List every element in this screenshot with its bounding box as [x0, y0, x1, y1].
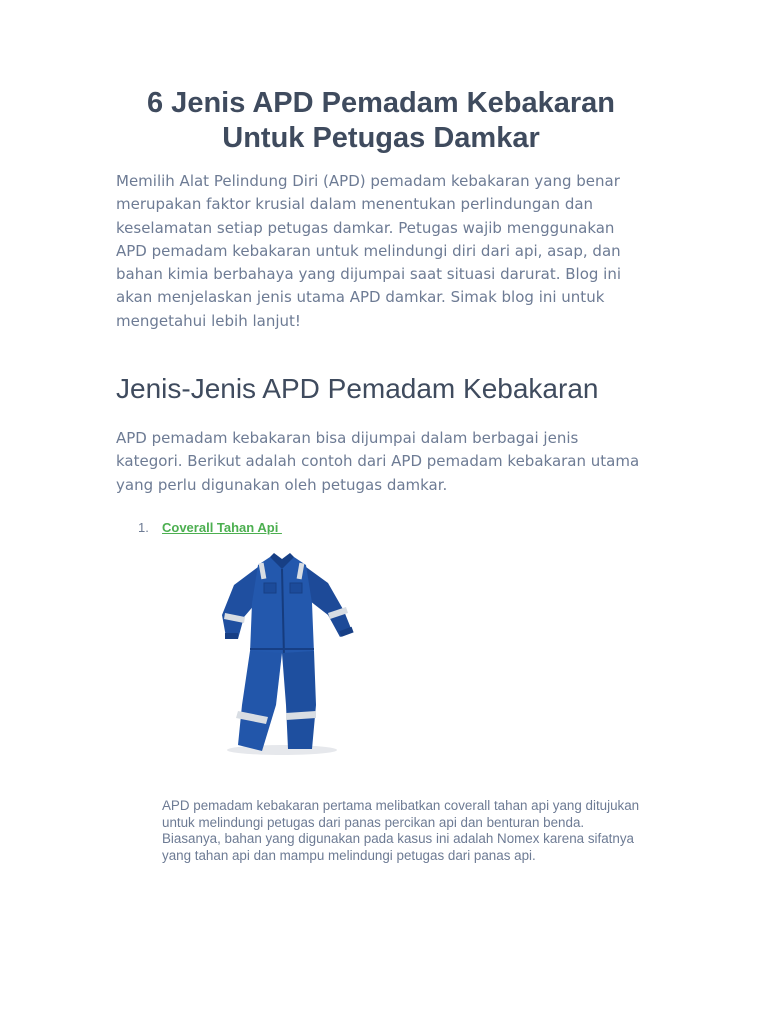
coverall-illustration	[200, 545, 365, 760]
page-title: 6 Jenis APD Pemadam Kebakaran Untuk Petugas Damkar	[147, 87, 615, 154]
section-heading: Jenis-Jenis APD Pemadam Kebakaran	[116, 373, 599, 405]
numbered-list	[116, 519, 646, 539]
coverall-caption: APD pemadam kebakaran pertama melibatkan coverall tahan api yang ditujukan untuk melindungi petugas dari panas percikan api dan benturan benda. Biasanya, bahan yang digunakan pada kasus ini adalah Nomex karena sifatnya yang tahan api dan mampu melindungi petugas dari panas api.	[162, 798, 640, 863]
section-paragraph: APD pemadam kebakaran bisa dijumpai dalam berbagai jenis kategori. Berikut adalah contoh dari APD pemadam kebakaran utama yang perlu digunakan oleh petugas damkar.	[116, 429, 640, 494]
coverall-link[interactable]: Coverall Tahan Api	[162, 519, 282, 535]
intro-paragraph: Memilih Alat Pelindung Diri (APD) pemadam kebakaran yang benar merupakan faktor krusial dalam menentukan perlindungan dan keselamatan setiap petugas damkar. Petugas wajib menggunakan APD pemadam kebakaran untuk melindungi diri dari api, asap, dan bahan kimia berbahaya yang dijumpai saat situasi darurat. Blog ini akan menjelaskan jenis utama APD damkar. Simak blog ini untuk mengetahui lebih lanjut!	[116, 172, 622, 330]
list-item-number: 1.	[138, 519, 149, 535]
coverall-image	[200, 545, 365, 760]
article	[116, 86, 646, 539]
